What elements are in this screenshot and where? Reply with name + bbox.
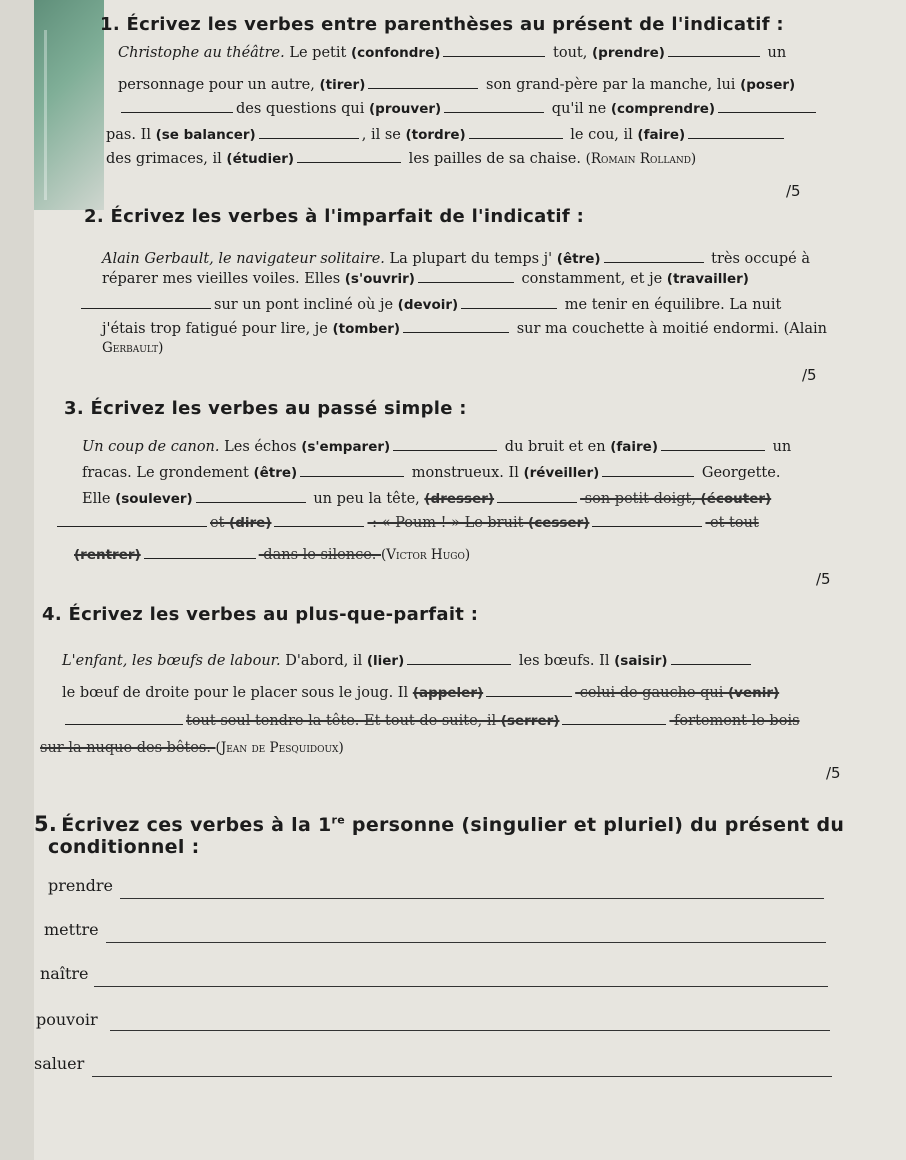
ex5-title: 5. Écrivez ces verbes à la 1re personne (singulier et pluriel) du présent du: [34, 812, 845, 836]
ex3-title: 3. Écrivez les verbes au passé simple :: [64, 398, 467, 419]
ex2-blank-3[interactable]: [81, 296, 211, 309]
ex3-blank-5[interactable]: [196, 490, 306, 503]
ex4-blank-2[interactable]: [671, 652, 751, 665]
ex2-line-5: Gerbault): [102, 340, 164, 356]
ex1-blank-3[interactable]: [368, 76, 478, 89]
ex2-line-2: réparer mes vieilles voiles. Elles (s'ouvrir) constamment, et je (travailler): [102, 271, 749, 287]
verb-mettre: mettre: [44, 920, 99, 939]
ex3-line-2: fracas. Le grondement (être) monstrueux. Il (réveiller) Georgette.: [82, 465, 781, 481]
ex3-score: /5: [816, 570, 831, 588]
ex3-blank-4[interactable]: [602, 464, 694, 477]
answer-line-naitre[interactable]: [94, 986, 828, 987]
ex2-score: /5: [802, 366, 817, 384]
ex2-line-4: j'étais trop fatigué pour lire, je (tomber) sur ma couchette à moitié endormi. (Alain: [102, 321, 827, 337]
ex4-line-4: sur la nuque des bêtes. (Jean de Pesquidoux): [40, 740, 344, 756]
ex4-line-2: le bœuf de droite pour le placer sous le joug. Il (appeler) celui de gauche qui (venir): [62, 685, 780, 701]
ex3-line-3: Elle (soulever) un peu la tête, (dresser) son petit doigt, (écouter): [82, 491, 772, 507]
verb-naitre: naître: [40, 964, 89, 983]
ex2-line-1: Alain Gerbault, le navigateur solitaire. La plupart du temps j' (être) très occupé à: [102, 251, 810, 267]
ex1-score: /5: [786, 182, 801, 200]
notebook-corner: [34, 0, 104, 210]
ex1-blank-8[interactable]: [469, 126, 563, 139]
ex4-line-1: L'enfant, les bœufs de labour. D'abord, il (lier) les bœufs. Il (saisir): [62, 652, 754, 669]
ex5-title-cont: conditionnel :: [48, 836, 200, 858]
verb-pouvoir: pouvoir: [36, 1010, 98, 1029]
worksheet-page: [34, 0, 906, 1160]
ex3-blank-3[interactable]: [300, 464, 404, 477]
ex1-blank-7[interactable]: [259, 126, 359, 139]
ex1-line-2: personnage pour un autre, (tirer) son grand-père par la manche, lui (poser): [118, 77, 796, 93]
answer-line-pouvoir[interactable]: [110, 1030, 830, 1031]
ex1-blank-5[interactable]: [444, 100, 544, 113]
ex2-title: 2. Écrivez les verbes à l'imparfait de l'indicatif :: [84, 206, 585, 227]
ex3-line-4: et (dire) : « Poum ! » Le bruit (cesser) et tout: [54, 514, 759, 531]
ex3-line-1: Un coup de canon. Les échos (s'emparer) du bruit et en (faire) un: [82, 439, 792, 455]
ex2-line-3: sur un pont incliné où je (devoir) me tenir en équilibre. La nuit: [78, 296, 781, 313]
ex1-blank-10[interactable]: [297, 150, 401, 163]
verb-saluer: saluer: [34, 1054, 85, 1073]
ex1-blank-2[interactable]: [668, 44, 760, 57]
ex3-blank-7[interactable]: [57, 514, 207, 527]
ex4-blank-1[interactable]: [407, 652, 511, 665]
ex1-blank-6[interactable]: [718, 100, 816, 113]
ex1-line-3: des questions qui (prouver) qu'il ne (comprendre): [118, 100, 819, 117]
ex2-blank-5[interactable]: [403, 320, 509, 333]
ex4-score: /5: [826, 764, 841, 782]
ex3-blank-9[interactable]: [592, 514, 702, 527]
ex4-blank-4[interactable]: [65, 712, 183, 725]
ex4-line-3: tout seul tendre la tête. Et tout de suite, il (serrer) fortement le bois: [62, 712, 800, 729]
ex4-title: 4. Écrivez les verbes au plus-que-parfait :: [42, 604, 479, 625]
ex3-blank-1[interactable]: [393, 438, 497, 451]
ex2-blank-2[interactable]: [418, 270, 514, 283]
ex2-blank-1[interactable]: [604, 250, 704, 263]
ex1-blank-9[interactable]: [688, 126, 784, 139]
answer-line-prendre[interactable]: [120, 898, 824, 899]
ex3-blank-10[interactable]: [144, 546, 256, 559]
ex3-blank-8[interactable]: [274, 514, 364, 527]
ex1-blank-1[interactable]: [443, 44, 545, 57]
ex1-title: 1. Écrivez les verbes entre parenthèses au présent de l'indicatif :: [100, 14, 784, 35]
ex4-blank-3[interactable]: [486, 684, 572, 697]
ex2-blank-4[interactable]: [461, 296, 557, 309]
answer-line-mettre[interactable]: [106, 942, 826, 943]
verb-prendre: prendre: [48, 876, 114, 895]
ex1-blank-4[interactable]: [121, 100, 233, 113]
ex1-line-4: pas. Il (se balancer) , il se (tordre) le cou, il (faire): [106, 126, 787, 143]
ex3-line-5: (rentrer) dans le silence. (Victor Hugo): [74, 547, 471, 563]
ex3-blank-2[interactable]: [661, 438, 765, 451]
ex3-blank-6[interactable]: [497, 490, 577, 503]
ex1-line-1: Christophe au théâtre. Le petit (confondre) tout, (prendre) un: [118, 45, 787, 61]
ex4-blank-5[interactable]: [562, 712, 666, 725]
answer-line-saluer[interactable]: [92, 1076, 832, 1077]
ex1-line-5: des grimaces, il (étudier) les pailles de sa chaise. (Romain Rolland): [106, 151, 697, 167]
